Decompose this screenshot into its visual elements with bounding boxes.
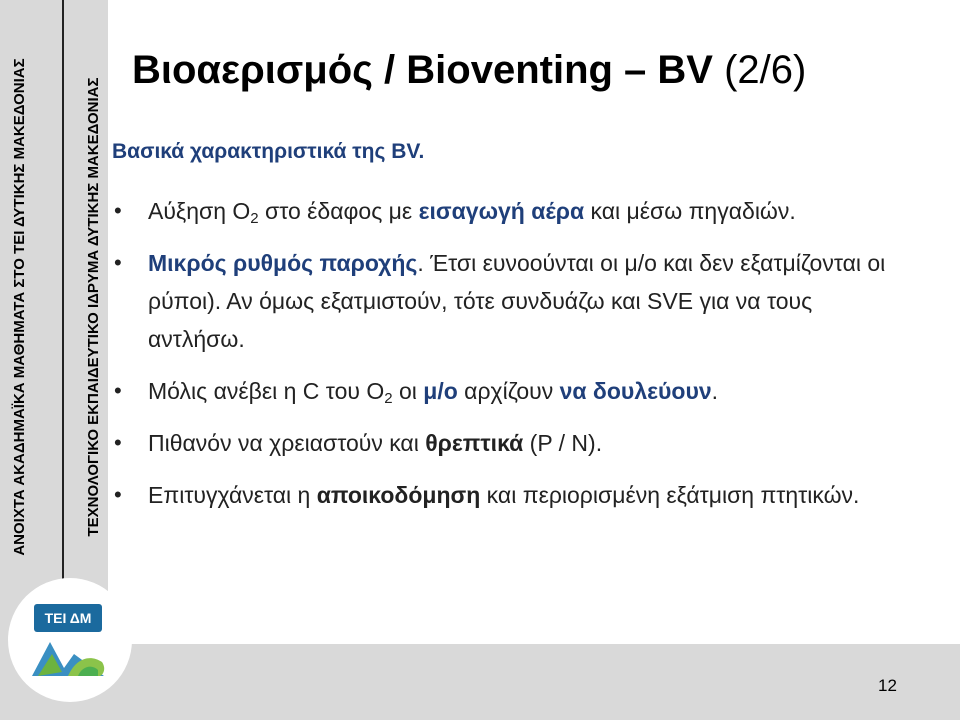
- title-part: (2/6): [724, 48, 807, 92]
- keyword: Μικρός ρυθμός παροχής: [148, 250, 418, 276]
- slide-subtitle: Βασικά χαρακτηριστικά της BV.: [112, 140, 425, 163]
- title-main: Βιοαερισμός / Bioventing – BV: [132, 48, 713, 92]
- bullet-item: [112, 192, 902, 230]
- text: αρχίζουν: [457, 378, 560, 404]
- sidebar-text-institution: ΤΕΧΝΟΛΟΓΙΚΟ ΕΚΠΑΙΔΕΥΤΙΚΟ ΙΔΡΥΜΑ ΔΥΤΙΚΗΣ ΜΑΚΕΔΟΝΙΑΣ: [85, 77, 102, 537]
- keyword: μ/ο: [423, 378, 458, 404]
- text: στο έδαφος με: [258, 198, 419, 224]
- keyword: να δουλεύουν: [559, 378, 712, 404]
- bullet-item: [112, 476, 902, 514]
- subscript: 2: [384, 390, 393, 407]
- keyword: εισαγωγή αέρα: [418, 198, 585, 224]
- text: .: [711, 378, 719, 404]
- bullet-item: [112, 424, 902, 462]
- slide-title: [132, 48, 806, 93]
- text: Επιτυγχάνεται η: [148, 482, 317, 508]
- text: Μόλις ανέβει η C του O: [148, 378, 385, 404]
- text: Αύξηση O: [148, 198, 251, 224]
- subscript: 2: [250, 210, 259, 227]
- bullet-list: [112, 192, 902, 528]
- bullet-item: [112, 372, 902, 410]
- sidebar-text-academic-courses: ΑΝΟΙΧΤΑ ΑΚΑΔΗΜΑΪΚΑ ΜΑΘΗΜΑΤΑ ΣΤΟ ΤΕΙ ΔΥΤΙΚΗΣ ΜΑΚΕΔΟΝΙΑΣ: [11, 58, 28, 556]
- text: οι: [392, 378, 424, 404]
- keyword: αποικοδόμηση: [316, 482, 481, 508]
- page-number: 12: [878, 676, 897, 695]
- footer-band: [0, 644, 960, 720]
- bullet-item: [112, 244, 902, 358]
- keyword: θρεπτικά: [425, 430, 524, 456]
- landscape-logo-icon: [28, 632, 108, 682]
- text: (P / N).: [523, 430, 603, 456]
- logo-badge: ΤΕΙ ΔΜ: [34, 604, 102, 632]
- text: Πιθανόν να χρειαστούν και: [148, 430, 426, 456]
- sidebar-divider: [62, 0, 64, 612]
- text: και μέσω πηγαδιών.: [584, 198, 796, 224]
- text: . Έτσι ευνοούνται οι μ/ο και δεν εξατμίζονται οι ρύποι). Αν όμως εξατμιστούν, τότε συνδυάζω και SVE για να τους αντλήσω.: [148, 250, 886, 352]
- text: και περιορισμένη εξάτμιση πτητικών.: [480, 482, 860, 508]
